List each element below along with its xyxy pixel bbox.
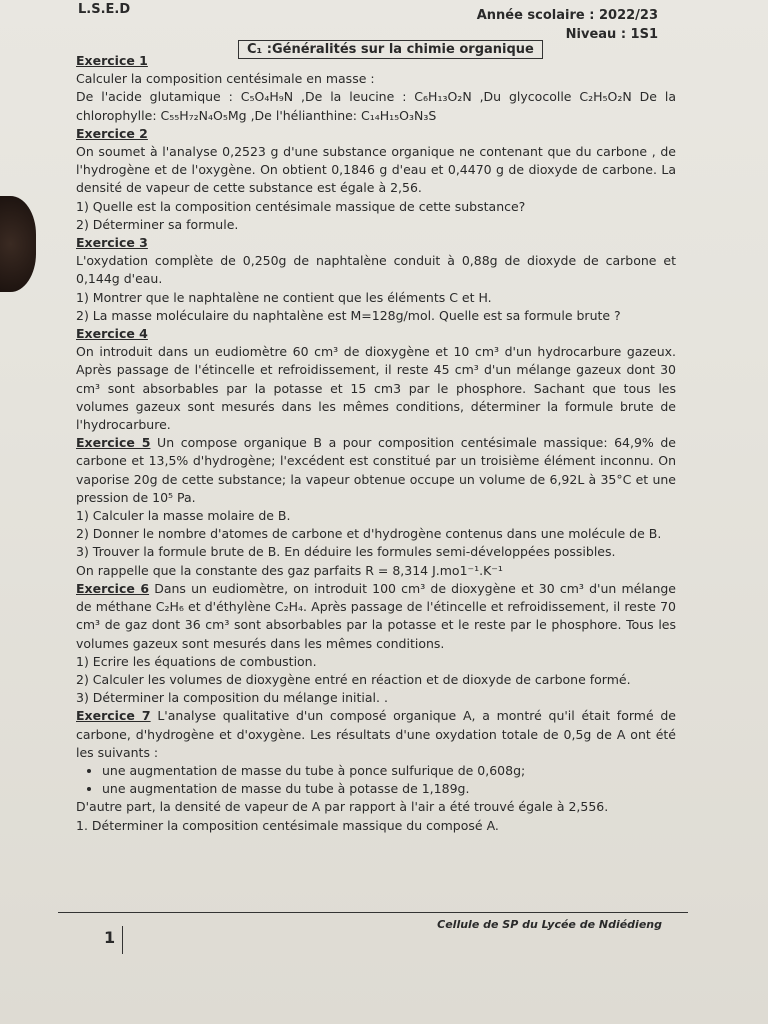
exercise-5-question-1: 1) Calculer la masse molaire de B.	[76, 508, 291, 524]
exercise-3-heading: Exercice 3	[76, 235, 148, 251]
exercise-6-heading: Exercice 6	[76, 580, 150, 596]
exercise-3-question-1: 1) Montrer que le naphtalène ne contient que les éléments C et H.	[76, 289, 492, 305]
exercise-6-question-3: 3) Déterminer la composition du mélange initial. .	[76, 690, 388, 706]
school-name: L.S.E.D	[78, 2, 131, 17]
chapter-title: C₁ :Généralités sur la chimie organique	[238, 40, 543, 59]
exercise-1-heading: Exercice 1	[76, 53, 148, 68]
exercise-7-question-1: 1. Déterminer la composition centésimale massique du composé A.	[76, 817, 499, 833]
thumb-photo-artifact	[0, 196, 36, 292]
exercise-6-text	[76, 580, 676, 653]
exercise-3-text: L'oxydation complète de 0,250g de naphtalène conduit à 0,88g de dioxyde de carbone et 0,144g d'eau.	[76, 253, 676, 287]
class-level: Niveau : 1S1	[565, 27, 658, 42]
exercise-2-question-2: 2) Déterminer sa formule.	[76, 216, 239, 232]
header-right	[477, 6, 658, 44]
exercise-2-question-1: 1) Quelle est la composition centésimale massique de cette substance?	[76, 198, 526, 214]
exercise-2-heading: Exercice 2	[76, 125, 148, 141]
exercise-7-text	[76, 707, 676, 762]
exercise-5-question-3: 3) Trouver la formule brute de B. En déduire les formules semi-développées possibles.	[76, 544, 616, 560]
school-year: Année scolaire : 2022/23	[476, 8, 658, 23]
exercise-1-intro: Calculer la composition centésimale en masse :	[76, 71, 375, 87]
exercise-7-results-list	[76, 762, 676, 798]
exercise-6-question-2: 2) Calculer les volumes de dioxygène entré en réaction et de dioxyde de carbone formé.	[76, 671, 631, 687]
exercise-7-result-2: • une augmentation de masse du tube à potasse de 1,189g.	[102, 780, 676, 798]
exercise-5-heading: Exercice 5	[76, 435, 151, 451]
exercises-body	[76, 52, 676, 835]
page-number-bar	[122, 926, 123, 954]
exercise-6-body: Dans un eudiomètre, on introduit 100 cm³ de dioxygène et 30 cm³ d'un mélange de méthane C₂H₆ et d'éthylène C₂H₄. Après passage de l'étincelle et refroidissement, il reste 70 cm³ de gaz dont 36 cm³ sont absorbables par la potasse et le reste par le phosphore. Tous les volumes gazeux sont mesurés dans les mêmes conditions.	[76, 580, 676, 651]
exercise-2-text: On soumet à l'analyse 0,2523 g d'une substance organique ne contenant que du carbone , de l'hydrogène et de l'oxygène. On obtient 0,1846 g d'eau et 0,4470 g de dioxyde de carbone. La densité de vapeur de cette substance est égale à 2,56.	[76, 144, 676, 196]
exercise-4-heading: Exercice 4	[76, 326, 148, 342]
exercise-5-note: On rappelle que la constante des gaz parfaits R = 8,314 J.mo1⁻¹.K⁻¹	[76, 562, 503, 578]
exercise-4-text: On introduit dans un eudiomètre 60 cm³ de dioxygène et 10 cm³ d'un hydrocarbure gazeux. Après passage de l'étincelle et refroidissement, il reste 45 cm³ d'un mélange gazeux dont 30 cm³ sont absorbables par la potasse et 15 cm3 par le phosphore. Sachant que tous les volumes gazeux sont mesurés dans les mêmes conditions, déterminer la formule brute de l'hydrocarbure.	[76, 344, 676, 433]
exercise-3-question-2: 2) La masse moléculaire du naphtalène est M=128g/mol. Quelle est sa formule brute ?	[76, 307, 621, 323]
exercise-7-body: L'analyse qualitative d'un composé organique A, a montré qu'il était formé de carbone, d'hydrogène et d'oxygène. Les résultats d'une oxydation totale de 0,5g de A ont été les suivants :	[76, 708, 676, 760]
exercise-7-density: D'autre part, la densité de vapeur de A par rapport à l'air a été trouvé égale à 2,556.	[76, 799, 609, 815]
exercise-1-formulas: De l'acide glutamique : C₅O₄H₉N ,De la leucine : C₆H₁₃O₂N ,Du glycocolle C₂H₅O₂N De la chlorophylle: C₅₅H₇₂N₄O₅Mg ,De l'hélianthine: C₁₄H₁₅O₃N₃S	[76, 89, 676, 123]
exercise-7-heading: Exercice 7	[76, 708, 151, 724]
exercise-5-question-2: 2) Donner le nombre d'atomes de carbone et d'hydrogène contenus dans une molécule de B.	[76, 526, 662, 542]
exercise-5-text	[76, 434, 676, 507]
footer-credit: Cellule de SP du Lycée de Ndiédieng	[437, 918, 662, 931]
exercise-5-body: Un compose organique B a pour composition centésimale massique: 64,9% de carbone et 13,5% d'hydrogène; l'excédent est constitué par un troisième élément inconnu. On vaporise 20g de cette substance; la vapeur obtenue occupe un volume de 6,92L à 35°C et une pression de 10⁵ Pa.	[76, 435, 677, 505]
exercise-6-question-1: 1) Ecrire les équations de combustion.	[76, 653, 317, 669]
page-number: 1	[104, 928, 116, 947]
exercise-7-result-1: • une augmentation de masse du tube à ponce sulfurique de 0,608g;	[102, 762, 676, 780]
footer-divider	[58, 912, 688, 913]
